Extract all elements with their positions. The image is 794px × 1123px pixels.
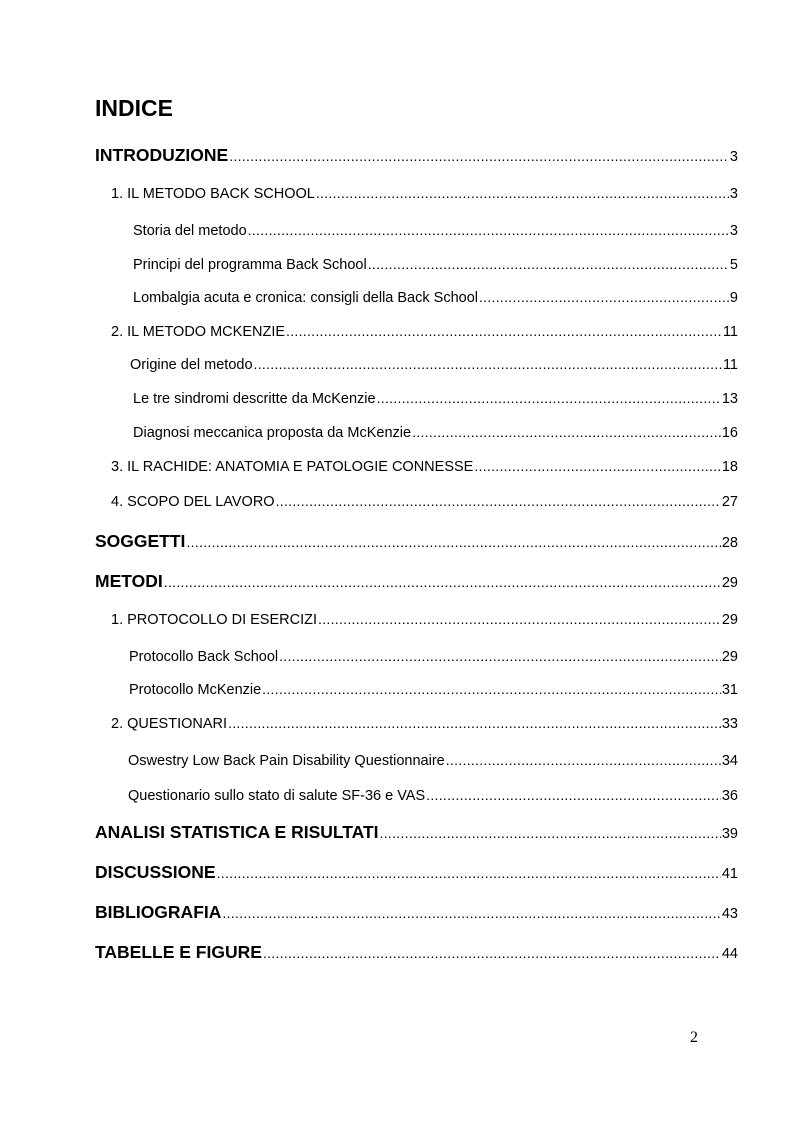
toc-leader-dots bbox=[318, 611, 721, 627]
toc-entry-label: Diagnosi meccanica proposta da McKenzie bbox=[133, 425, 412, 441]
toc-entry-page: 31 bbox=[721, 682, 738, 698]
toc-leader-dots bbox=[229, 148, 729, 164]
toc-entry[interactable] bbox=[95, 902, 738, 923]
toc-entry-page: 29 bbox=[721, 575, 738, 591]
toc-entry-label: 1. IL METODO BACK SCHOOL bbox=[111, 186, 315, 202]
toc-entry-page: 28 bbox=[721, 535, 738, 551]
toc-entry[interactable] bbox=[130, 356, 738, 373]
toc-entry-page: 9 bbox=[729, 290, 738, 306]
toc-entry-label: Oswestry Low Back Pain Disability Questionnaire bbox=[128, 753, 445, 769]
toc-entry-page: 44 bbox=[721, 946, 738, 962]
toc-entry-label: INTRODUZIONE bbox=[95, 145, 229, 165]
toc-entry[interactable] bbox=[111, 458, 738, 475]
page-title: INDICE bbox=[95, 95, 173, 121]
toc-entry-label: SOGGETTI bbox=[95, 531, 186, 551]
toc-leader-dots bbox=[286, 323, 722, 339]
toc-entry-label: 3. IL RACHIDE: ANATOMIA E PATOLOGIE CONNESSE bbox=[111, 459, 474, 475]
toc-leader-dots bbox=[248, 222, 729, 238]
toc-entry[interactable] bbox=[133, 390, 738, 407]
toc-entry-label: Storia del metodo bbox=[133, 223, 247, 239]
toc-leader-dots bbox=[426, 787, 721, 803]
toc-entry-label: Le tre sindromi descritte da McKenzie bbox=[133, 391, 376, 407]
toc-entry[interactable] bbox=[95, 571, 738, 592]
toc-leader-dots bbox=[262, 681, 721, 697]
toc-leader-dots bbox=[316, 185, 729, 201]
toc-entry[interactable] bbox=[95, 862, 738, 883]
toc-entry[interactable] bbox=[133, 424, 738, 441]
toc-entry-page: 36 bbox=[721, 788, 738, 804]
toc-entry[interactable] bbox=[133, 289, 738, 306]
toc-entry[interactable] bbox=[95, 145, 738, 166]
toc-entry-page: 27 bbox=[721, 494, 738, 510]
toc-leader-dots bbox=[377, 390, 721, 406]
toc-entry-label: BIBLIOGRAFIA bbox=[95, 902, 222, 922]
toc-entry-label: Protocollo McKenzie bbox=[129, 682, 262, 698]
toc-entry[interactable] bbox=[95, 822, 738, 843]
toc-entry[interactable] bbox=[111, 493, 738, 510]
toc-leader-dots bbox=[164, 574, 721, 590]
toc-entry-page: 3 bbox=[729, 149, 738, 165]
toc-entry-label: TABELLE E FIGURE bbox=[95, 942, 262, 962]
toc-entry-page: 39 bbox=[721, 826, 738, 842]
toc-entry-page: 13 bbox=[721, 391, 738, 407]
toc-entry-page: 5 bbox=[729, 257, 738, 273]
toc-entry-page: 43 bbox=[721, 906, 738, 922]
toc-entry-page: 34 bbox=[721, 753, 738, 769]
toc-leader-dots bbox=[479, 289, 729, 305]
toc-leader-dots bbox=[222, 905, 720, 921]
toc-leader-dots bbox=[217, 865, 721, 881]
toc-entry-page: 29 bbox=[721, 612, 738, 628]
toc-entry-page: 3 bbox=[729, 186, 738, 202]
toc-entry-page: 11 bbox=[722, 324, 738, 340]
toc-entry[interactable] bbox=[111, 185, 738, 202]
toc-leader-dots bbox=[263, 945, 721, 961]
toc-entry[interactable] bbox=[129, 681, 738, 698]
page-number: 2 bbox=[690, 1029, 698, 1046]
toc-entry-label: 4. SCOPO DEL LAVORO bbox=[111, 494, 275, 510]
toc-entry[interactable] bbox=[95, 531, 738, 552]
toc-entry[interactable] bbox=[111, 611, 738, 628]
toc-entry-page: 3 bbox=[729, 223, 738, 239]
toc-entry-label: 2. QUESTIONARI bbox=[111, 716, 228, 732]
toc-entry[interactable] bbox=[129, 648, 738, 665]
toc-entry-page: 18 bbox=[721, 459, 738, 475]
toc-leader-dots bbox=[368, 256, 729, 272]
toc-entry[interactable] bbox=[133, 222, 738, 239]
toc-leader-dots bbox=[279, 648, 721, 664]
toc-entry-page: 33 bbox=[721, 716, 738, 732]
toc-entry[interactable] bbox=[128, 752, 738, 769]
toc-entry-page: 29 bbox=[721, 649, 738, 665]
toc-leader-dots bbox=[380, 825, 721, 841]
toc-leader-dots bbox=[474, 458, 721, 474]
toc-entry-label: METODI bbox=[95, 571, 163, 591]
toc-entry-label: Protocollo Back School bbox=[129, 649, 279, 665]
toc-entry[interactable] bbox=[133, 256, 738, 273]
toc-leader-dots bbox=[276, 493, 721, 509]
toc-leader-dots bbox=[254, 356, 722, 372]
toc-entry[interactable] bbox=[95, 942, 738, 963]
toc-entry-label: Origine del metodo bbox=[130, 357, 253, 373]
toc-leader-dots bbox=[228, 715, 721, 731]
toc-entry-label: Principi del programma Back School bbox=[133, 257, 367, 273]
toc-entry[interactable] bbox=[111, 323, 738, 340]
toc-entry-label: DISCUSSIONE bbox=[95, 862, 216, 882]
toc-entry-label: 2. IL METODO MCKENZIE bbox=[111, 324, 286, 340]
toc-entry-label: Lombalgia acuta e cronica: consigli della Back School bbox=[133, 290, 478, 306]
toc-leader-dots bbox=[412, 424, 721, 440]
toc-entry-page: 41 bbox=[721, 866, 738, 882]
toc-entry-label: ANALISI STATISTICA E RISULTATI bbox=[95, 822, 379, 842]
toc-entry-page: 11 bbox=[722, 357, 738, 373]
toc-entry[interactable] bbox=[128, 787, 738, 804]
toc-entry-label: 1. PROTOCOLLO DI ESERCIZI bbox=[111, 612, 318, 628]
toc-leader-dots bbox=[186, 534, 720, 550]
toc-entry-label: Questionario sullo stato di salute SF-36 e VAS bbox=[128, 788, 426, 804]
toc-entry[interactable] bbox=[111, 715, 738, 732]
toc-leader-dots bbox=[446, 752, 721, 768]
toc-entry-page: 16 bbox=[721, 425, 738, 441]
